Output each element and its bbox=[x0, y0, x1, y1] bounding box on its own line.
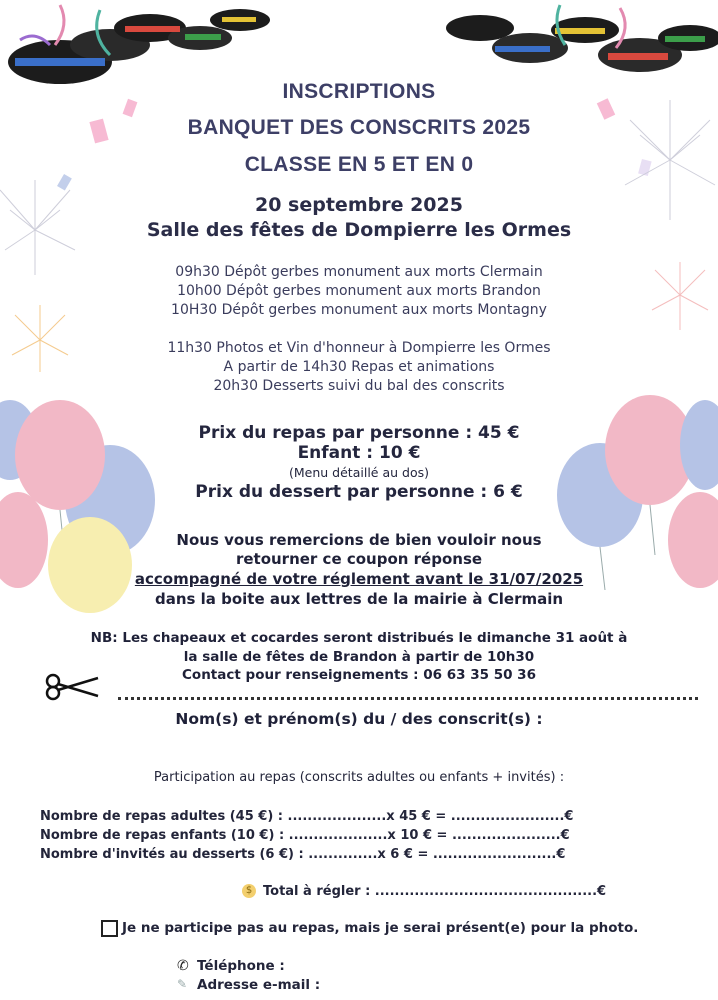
top-left-hats bbox=[8, 5, 270, 84]
photo-only-option[interactable]: Je ne participe pas au repas, mais je serai présent(e) pour la photo. bbox=[122, 920, 639, 936]
message-line: Nous vous remercions de bien vouloir nous bbox=[176, 531, 542, 549]
form-row-desserts[interactable]: Nombre d'invités au desserts (6 €) : ..............x 6 € = .........................€ bbox=[40, 847, 566, 862]
price-repas: Prix du repas par personne : 45 € bbox=[198, 423, 520, 443]
heading-inscriptions: INSCRIPTIONS bbox=[282, 80, 436, 103]
price-enfant: Enfant : 10 € bbox=[297, 443, 421, 463]
heading-banquet: BANQUET DES CONSCRITS 2025 bbox=[187, 116, 531, 139]
schedule-item: 10H30 Dépôt gerbes monument aux morts Montagny bbox=[171, 302, 547, 318]
phone-icon: ✆ bbox=[177, 958, 189, 974]
schedule-item: A partir de 14h30 Repas et animations bbox=[223, 359, 495, 375]
price-dessert: Prix du dessert par personne : 6 € bbox=[195, 482, 523, 502]
event-date: 20 septembre 2025 bbox=[255, 194, 463, 216]
schedule-item: 20h30 Desserts suivi du bal des conscrits bbox=[213, 378, 505, 394]
scissors-icon bbox=[44, 672, 100, 702]
participation-title: Participation au repas (conscrits adultes ou enfants + invités) : bbox=[153, 770, 565, 785]
phone-label: Téléphone : bbox=[197, 958, 285, 974]
heading-classe: CLASSE EN 5 ET EN 0 bbox=[244, 153, 474, 176]
menu-note: (Menu détaillé au dos) bbox=[289, 465, 429, 480]
cut-line bbox=[118, 697, 698, 700]
names-label: Nom(s) et prénom(s) du / des conscrit(s) : bbox=[175, 710, 543, 728]
message-deadline: accompagné de votre réglement avant le 31/07/2025 bbox=[134, 570, 584, 588]
form-row-enfants[interactable]: Nombre de repas enfants (10 €) : ....................x 10 € = ......................€ bbox=[40, 828, 570, 843]
schedule-item: 10h00 Dépôt gerbes monument aux morts Brandon bbox=[177, 283, 541, 299]
money-bag-icon: $ bbox=[242, 884, 256, 898]
message-line: dans la boite aux lettres de la mairie à Clermain bbox=[154, 590, 564, 608]
total-field[interactable]: Total à régler : .............................................€ bbox=[263, 884, 607, 899]
message-line: retourner ce coupon réponse bbox=[235, 550, 483, 568]
checkbox-icon[interactable] bbox=[101, 920, 118, 937]
event-venue: Salle des fêtes de Dompierre les Ormes bbox=[146, 219, 572, 241]
nb-line: la salle de fêtes de Brandon à partir de 10h30 bbox=[183, 649, 535, 665]
contact-line: Contact pour renseignements : 06 63 35 50 36 bbox=[182, 667, 536, 683]
email-label: Adresse e-mail : bbox=[197, 977, 321, 993]
nb-line: NB: Les chapeaux et cocardes seront distribués le dimanche 31 août à bbox=[90, 630, 628, 646]
top-right-hats bbox=[446, 5, 718, 72]
schedule-item: 11h30 Photos et Vin d'honneur à Dompierre les Ormes bbox=[167, 340, 551, 356]
form-row-adultes[interactable]: Nombre de repas adultes (45 €) : ....................x 45 € = .......................€ bbox=[40, 809, 574, 824]
schedule-item: 09h30 Dépôt gerbes monument aux morts Clermain bbox=[175, 264, 543, 280]
pen-icon: ✎ bbox=[177, 977, 188, 991]
